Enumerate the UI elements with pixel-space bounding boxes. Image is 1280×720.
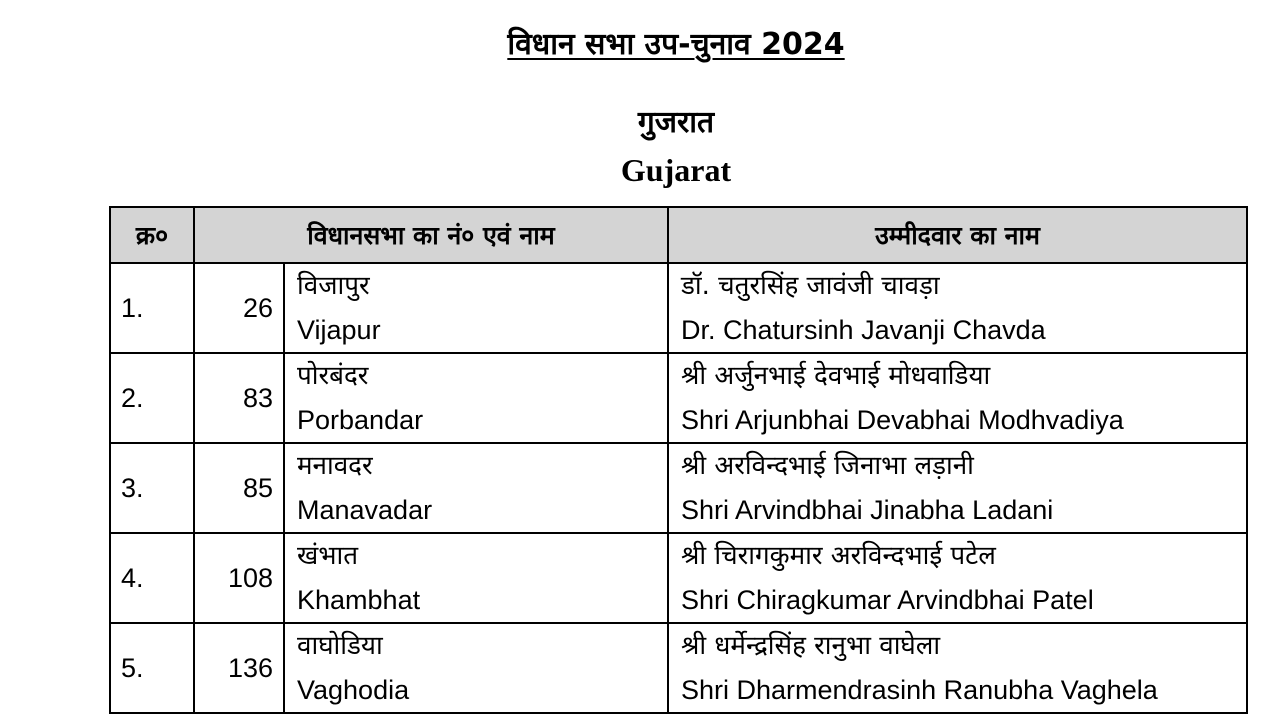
- serial-cell: 1.: [110, 263, 194, 353]
- candidate-name-cell: [668, 353, 1247, 443]
- candidate-name-cell: [668, 443, 1247, 533]
- constituency-name-english: Vijapur: [297, 315, 381, 345]
- constituency-name-hindi: पोरबंदर: [297, 361, 369, 391]
- candidate-name-english: Dr. Chatursinh Javanji Chavda: [681, 315, 1046, 345]
- constituency-name-hindi: खंभात: [297, 541, 359, 571]
- serial-cell: 4.: [110, 533, 194, 623]
- candidate-name-cell: [668, 533, 1247, 623]
- candidate-name-hindi: डॉ. चतुरसिंह जावंजी चावड़ा: [681, 271, 940, 301]
- candidates-table: [109, 206, 1248, 714]
- candidate-name-english: Shri Dharmendrasinh Ranubha Vaghela: [681, 675, 1158, 705]
- constituency-name-hindi: मनावदर: [297, 451, 373, 481]
- candidate-name-hindi: श्री चिरागकुमार अरविन्दभाई पटेल: [681, 541, 996, 571]
- constituency-number-cell: 83: [194, 353, 284, 443]
- table-row: [110, 443, 1247, 533]
- table-row: [110, 263, 1247, 353]
- candidate-name-cell: [668, 263, 1247, 353]
- table-row: [110, 533, 1247, 623]
- candidate-name-cell: [668, 623, 1247, 713]
- constituency-name-cell: [284, 353, 668, 443]
- constituency-number-cell: 85: [194, 443, 284, 533]
- candidate-name-hindi: श्री धर्मेन्द्रसिंह रानुभा वाघेला: [681, 631, 941, 661]
- constituency-name-cell: [284, 623, 668, 713]
- constituency-name-cell: [284, 533, 668, 623]
- serial-cell: 5.: [110, 623, 194, 713]
- table-header-row: [110, 207, 1247, 263]
- constituency-name-hindi: विजापुर: [297, 271, 370, 301]
- candidate-name-english: Shri Arjunbhai Devabhai Modhvadiya: [681, 405, 1124, 435]
- constituency-name-english: Porbandar: [297, 405, 424, 435]
- state-name-english: Gujarat: [620, 152, 732, 188]
- constituency-name-english: Vaghodia: [297, 675, 410, 705]
- constituency-name-english: Manavadar: [297, 495, 433, 525]
- table-row: [110, 623, 1247, 713]
- constituency-name-cell: [284, 443, 668, 533]
- constituency-number-cell: 136: [194, 623, 284, 713]
- header-constituency: विधानसभा का नं० एवं नाम: [194, 207, 668, 263]
- candidate-name-hindi: श्री अरविन्दभाई जिनाभा लड़ानी: [681, 451, 974, 481]
- candidate-name-english: Shri Chiragkumar Arvindbhai Patel: [681, 585, 1094, 615]
- constituency-number-cell: 26: [194, 263, 284, 353]
- constituency-name-hindi: वाघोडिया: [297, 631, 383, 661]
- serial-cell: 3.: [110, 443, 194, 533]
- constituency-name-cell: [284, 263, 668, 353]
- state-name-hindi: गुजरात: [637, 105, 715, 140]
- header-candidate: उम्मीदवार का नाम: [668, 207, 1247, 263]
- constituency-name-english: Khambhat: [297, 585, 421, 615]
- table-row: [110, 353, 1247, 443]
- document-heading: विधान सभा उप-चुनाव 2024: [507, 27, 845, 62]
- candidate-name-hindi: श्री अर्जुनभाई देवभाई मोधवाडिया: [681, 361, 991, 391]
- serial-cell: 2.: [110, 353, 194, 443]
- candidate-name-english: Shri Arvindbhai Jinabha Ladani: [681, 495, 1054, 525]
- constituency-number-cell: 108: [194, 533, 284, 623]
- header-serial: क्र०: [110, 207, 194, 263]
